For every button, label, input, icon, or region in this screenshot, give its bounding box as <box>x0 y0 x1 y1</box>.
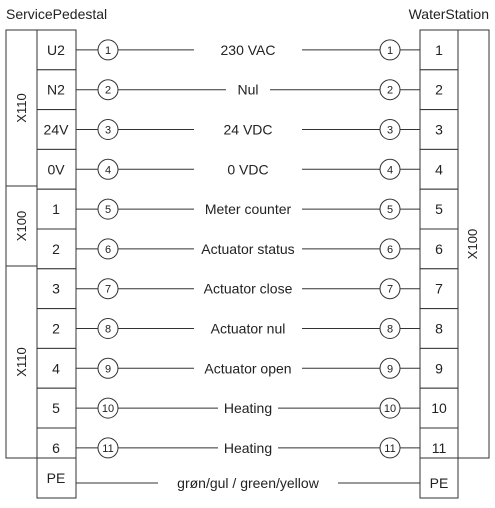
right-terminal-pe-label: PE <box>429 475 449 491</box>
left-terminal-label: 1 <box>52 201 60 218</box>
left-terminal-label: 5 <box>52 400 60 417</box>
left-terminal-label: 24V <box>43 121 69 138</box>
left-terminal-label: 2 <box>52 240 60 257</box>
right-wire-number: 6 <box>386 243 394 256</box>
right-terminal-label: 5 <box>435 201 443 218</box>
right-terminal-label: 10 <box>431 400 447 417</box>
right-wire-number: 9 <box>386 363 394 376</box>
signal-label: Nul <box>237 81 259 98</box>
left-terminal-label: U2 <box>47 41 65 58</box>
left-wire-number: 9 <box>104 363 112 376</box>
left-terminal-label: 2 <box>52 320 60 337</box>
left-group-label-1: X110 <box>14 93 29 123</box>
right-wire-number: 7 <box>386 283 394 296</box>
left-wire-number: 2 <box>104 84 112 97</box>
left-terminal-pe-label: PE <box>46 470 66 486</box>
left-wire-number: 8 <box>104 323 112 336</box>
right-terminal-label: 9 <box>435 360 443 377</box>
right-terminal-label: 2 <box>435 81 443 98</box>
left-wire-number: 7 <box>104 283 112 296</box>
left-terminal-label: 4 <box>52 360 60 377</box>
signal-label: Actuator nul <box>210 320 286 337</box>
signal-label: 24 VDC <box>223 121 273 138</box>
right-wire-number: 10 <box>383 403 397 416</box>
left-group-label-2: X100 <box>14 210 29 242</box>
right-wire-number: 11 <box>384 442 396 455</box>
right-wire-number: 5 <box>386 204 394 217</box>
left-wire-number: 5 <box>104 204 112 217</box>
right-wire-number: 1 <box>386 44 394 57</box>
signal-label: Actuator close <box>203 280 293 297</box>
signal-label: Actuator status <box>201 240 295 257</box>
pe-signal-label: grøn/gul / green/yellow <box>177 475 319 491</box>
signal-label: 230 VAC <box>220 41 276 58</box>
left-wire-number: 6 <box>104 243 112 256</box>
signal-label: Actuator open <box>204 360 292 377</box>
right-wire-number: 4 <box>386 164 394 177</box>
left-wire-number: 3 <box>104 124 112 137</box>
signal-label: 0 VDC <box>227 161 269 178</box>
right-terminal-label: 8 <box>435 320 443 337</box>
right-terminal-label: 4 <box>435 161 443 178</box>
signal-label: Heating <box>223 439 273 456</box>
left-terminal-label: 6 <box>52 439 60 456</box>
left-wire-number: 11 <box>102 442 114 455</box>
right-title: WaterStation <box>408 6 489 22</box>
left-group-label-3: X110 <box>14 347 29 377</box>
right-group-label: X100 <box>465 228 480 260</box>
left-wire-number: 4 <box>104 164 112 177</box>
signal-label: Meter counter <box>204 201 292 218</box>
right-wire-number: 2 <box>386 84 394 97</box>
right-wire-number: 3 <box>386 124 394 137</box>
signal-label: Heating <box>223 400 273 417</box>
right-terminal-label: 6 <box>435 240 443 257</box>
right-terminal-label: 7 <box>435 280 443 297</box>
left-wire-number: 1 <box>104 44 112 57</box>
left-terminal-label: N2 <box>47 81 65 98</box>
left-terminal-label: 0V <box>47 161 65 178</box>
right-terminal-label: 3 <box>435 121 443 138</box>
left-wire-number: 10 <box>101 403 115 416</box>
right-terminal-label: 1 <box>435 41 443 58</box>
right-terminal-label: 11 <box>431 439 447 456</box>
right-wire-number: 8 <box>386 323 394 336</box>
left-terminal-label: 3 <box>52 280 60 297</box>
left-title: ServicePedestal <box>6 6 108 22</box>
